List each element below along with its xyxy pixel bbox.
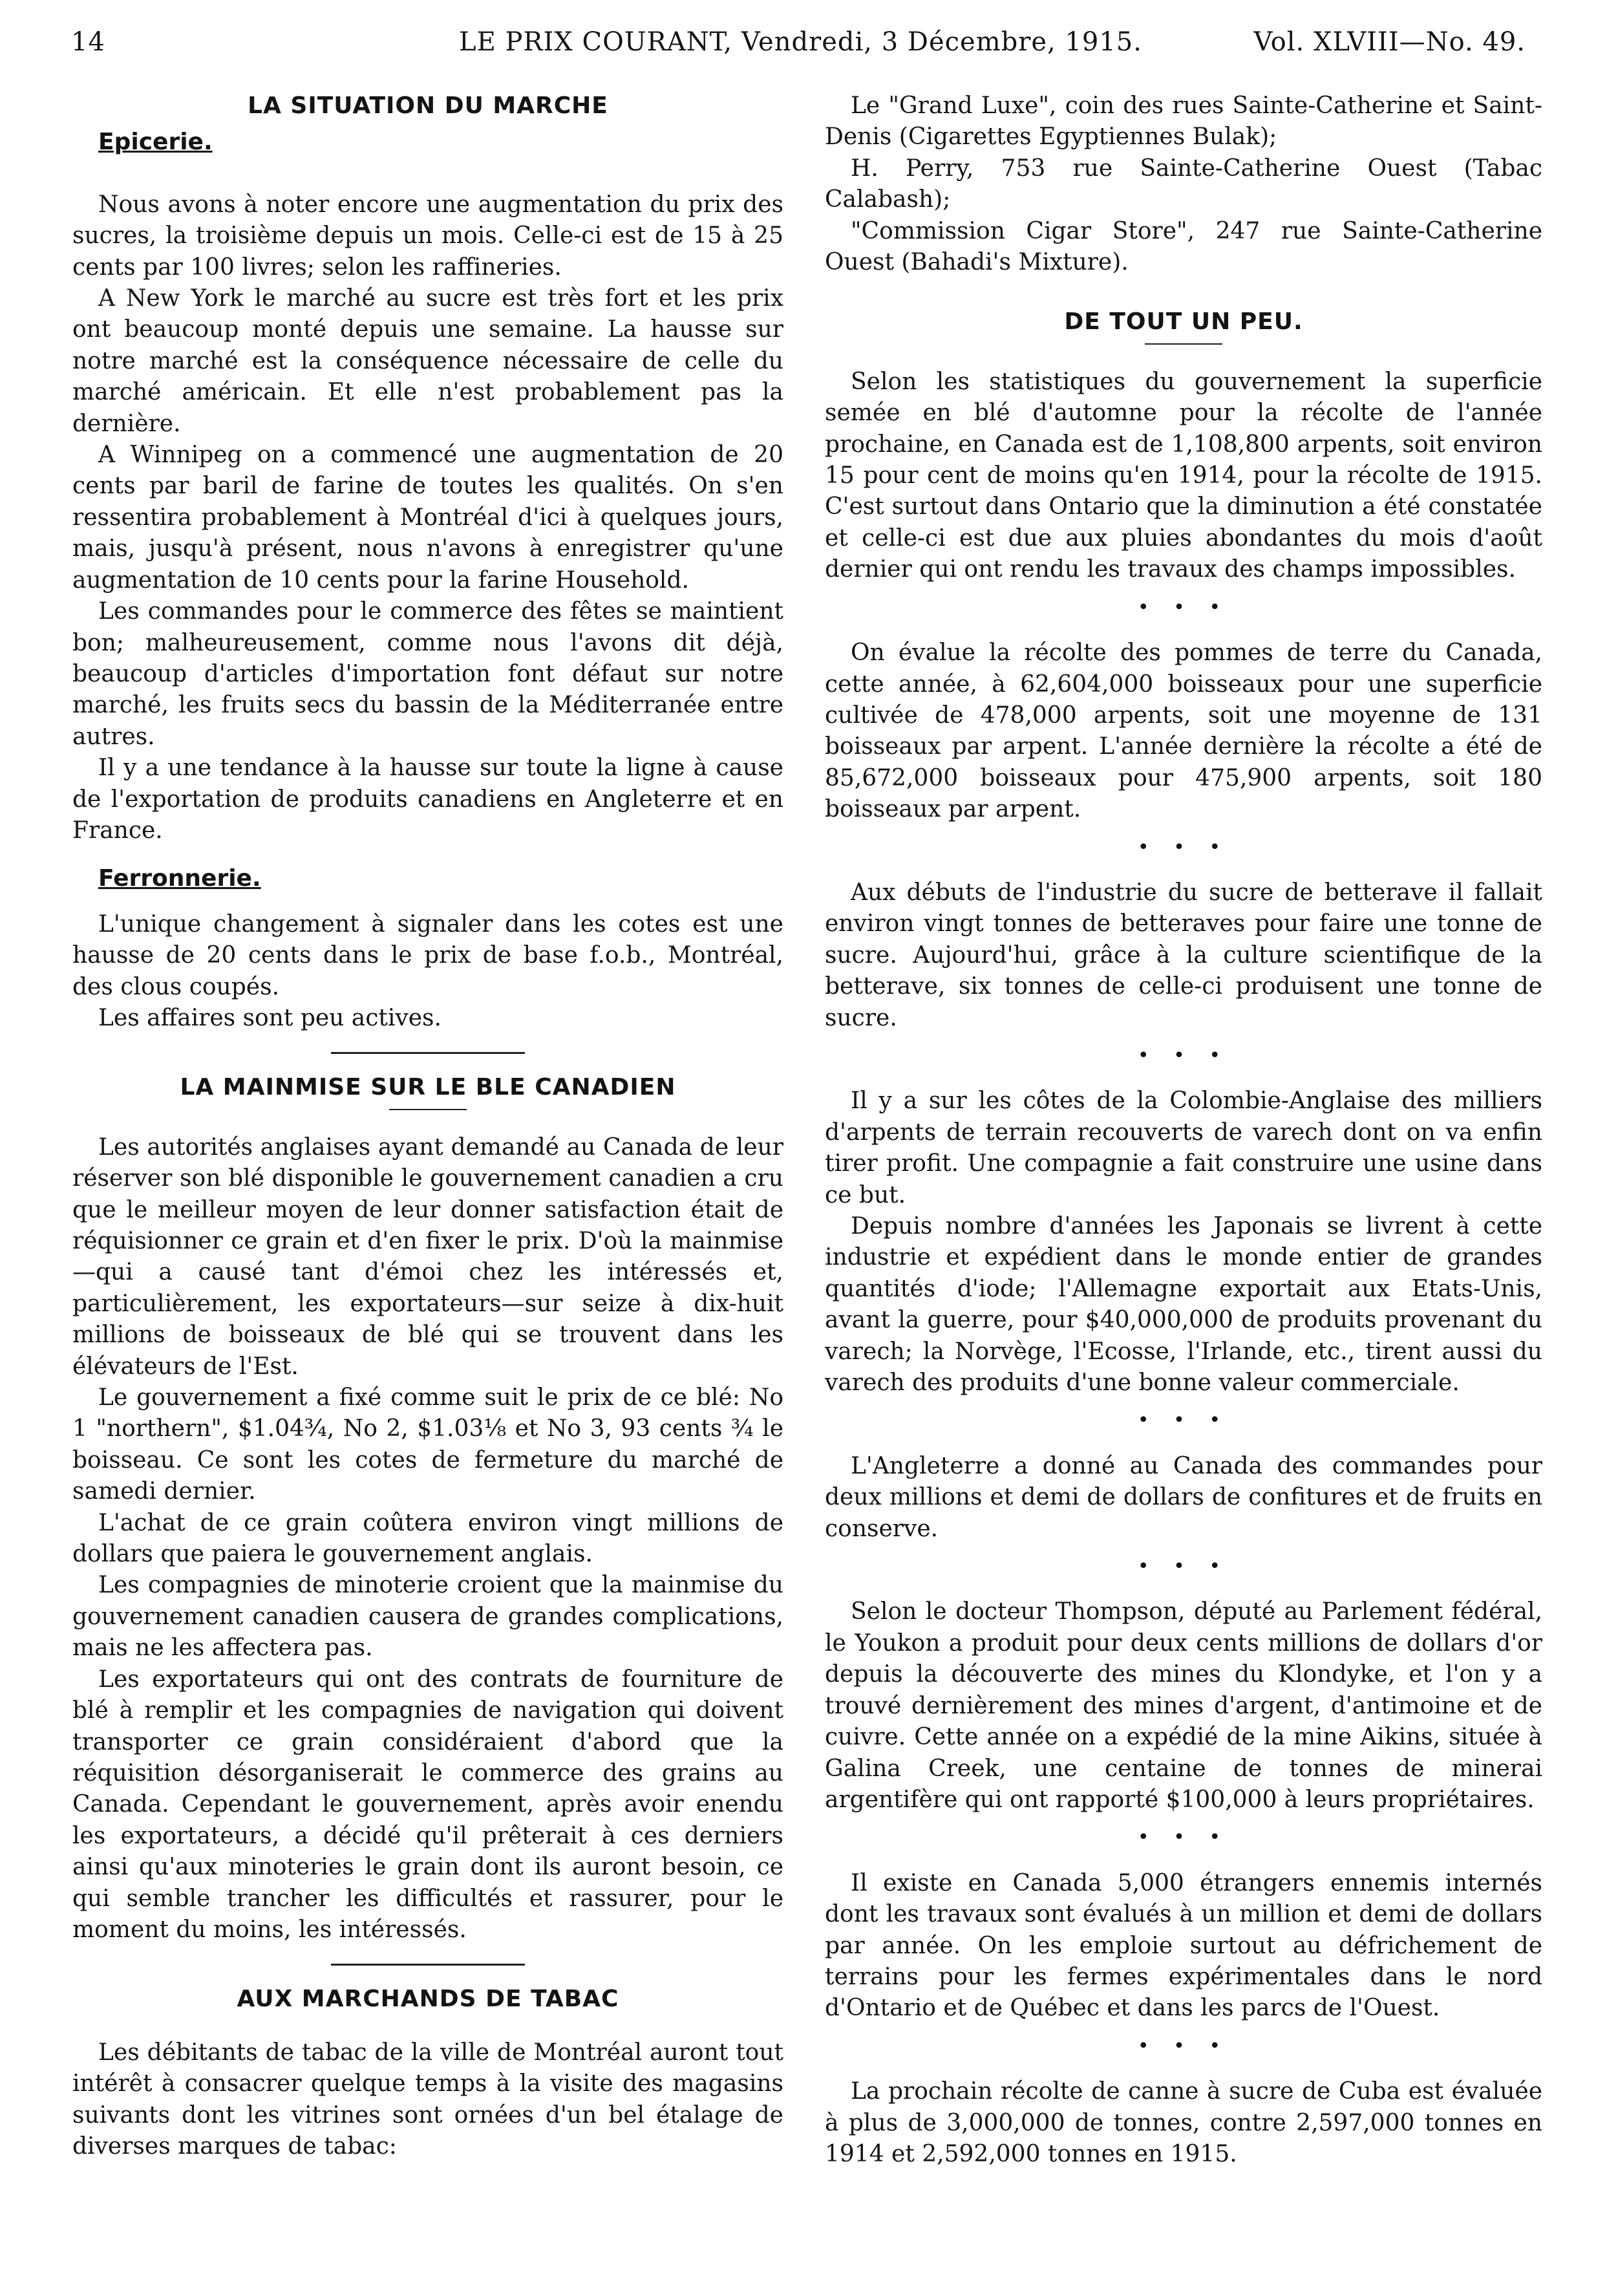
- item-separator: • • •: [1137, 595, 1230, 619]
- paragraph: A Winnipeg on a commencé une augmentation de 20 cents par baril de farine de toutes les qualités. On s'en ressentira probablement à Montréal d'ici à quelques jours, mais, jusqu'à présent, nous n'avons à enregistrer qu'une augmentation de 10 cents pour la farine Household.: [72, 442, 783, 594]
- news-item: La prochain récolte de canne à sucre de Cuba est évaluée à plus de 3,000,000 de tonnes, contre 2,597,000 tonnes en 1914 et 2,592,000 tonnes en 1915.: [825, 2078, 1542, 2167]
- paragraph: Les débitants de tabac de la ville de Montréal auront tout intérêt à consacrer quelque temps à la visite des magasins suivants dont les vitrines sont ornées d'un bel étalage de diverses marques de tabac:: [72, 2039, 783, 2160]
- left-column: [72, 91, 783, 2162]
- news-item: Il y a sur les côtes de la Colombie-Anglaise des milliers d'arpents de terrain recouverts de varech dont on va enfin tirer profit. Une compagnie a fait construire une usine dans ce but.: [825, 1088, 1542, 1208]
- section-divider: [331, 1052, 525, 1054]
- section-divider: [331, 1964, 525, 1966]
- paragraph: Les affaires sont peu actives.: [98, 1004, 442, 1031]
- paragraph: Les commandes pour le commerce des fêtes se maintient bon; malheureusement, comme nous l'avons dit déjà, beaucoup d'articles d'importation font défaut sur notre marché, les fruits secs du bassin de la Méditerranée entre autres.: [72, 598, 783, 750]
- section-title-situation: LA SITUATION DU MARCHE: [248, 92, 608, 119]
- title-underline: [389, 1109, 467, 1110]
- title-underline: [1145, 343, 1222, 345]
- subheading-epicerie: Epicerie.: [98, 129, 213, 156]
- news-item: Selon les statistiques du gouvernement la superficie semée en blé d'automne pour la récolte de l'année prochaine, en Canada est de 1,108,800 arpents, soit environ 15 pour cent de moins qu'en 1914, pour la récolte de 1915. C'est surtout dans Ontario que la diminution a été constatée et celle-ci est due aux pluies abondantes du mois d'août dernier qui ont rendu les travaux des champs impossibles.: [825, 368, 1542, 583]
- page-number: 14: [71, 27, 105, 57]
- item-separator: • • •: [1137, 835, 1230, 859]
- paragraph: Les compagnies de minoterie croient que la mainmise du gouvernement canadien causera de grandes complications, mais ne les affectera pas.: [72, 1572, 783, 1662]
- section-title-tabac: AUX MARCHANDS DE TABAC: [237, 1986, 619, 2013]
- news-item: Il existe en Canada 5,000 étrangers ennemis internés dont les travaux sont évalués à un million et demi de dollars par année. On les emploie surtout au défrichement de terrains pour les fermes expérimentales dans le nord d'Ontario et de Québec et dans les parcs de l'Ouest.: [825, 1869, 1542, 2022]
- right-column: [825, 91, 1542, 2170]
- page-header: [71, 27, 1526, 72]
- news-item: Aux débuts de l'industrie du sucre de betterave il fallait environ vingt tonnes de betteraves pour faire une tonne de sucre. Aujourd'hui, grâce à la culture scientifique de la betterave, six tonnes de celle-ci produisent une tonne de sucre.: [825, 879, 1542, 1031]
- paragraph: Les autorités anglaises ayant demandé au Canada de leur réserver son blé disponible le gouvernement canadien a cru que le meilleur moyen de leur donner satisfaction était de réquisionner ce grain et d'en fixer le prix. D'où la mainmise—qui a causé tant d'émoi chez les intéressés et, particulièrement, les exportateurs—sur seize à dix-huit millions de boisseaux de blé qui se trouvent dans les élévateurs de l'Est.: [72, 1133, 783, 1380]
- paragraph: Le gouvernement a fixé comme suit le prix de ce blé: No 1 "northern", $1.04¾, No 2, $1.03⅛ et No 3, 93 cents ¾ le boisseau. Ce sont les cotes de fermeture du marché de samedi dernier.: [72, 1384, 783, 1505]
- item-separator: • • •: [1137, 1044, 1230, 1067]
- paragraph: A New York le marché au sucre est très fort et les prix ont beaucoup monté depuis une semaine. La hausse sur notre marché est la conséquence nécessaire de celle du marché américain. Et elle n'est probablement pas la dernière.: [72, 285, 783, 437]
- item-separator: • • •: [1137, 1826, 1230, 1849]
- subheading-ferronnerie: Ferronnerie.: [98, 865, 261, 892]
- section-title-mainmise: LA MAINMISE SUR LE BLE CANADIEN: [180, 1074, 676, 1101]
- news-item: Depuis nombre d'années les Japonais se livrent à cette industrie et expédient dans le monde entier de grandes quantités d'iode; l'Allemagne exportait aux Etats-Unis, avant la guerre, pour $40,000,000 de produits provenant du varech; la Norvège, l'Ecosse, l'Irlande, etc., tirent aussi du varech des produits d'une bonne valeur commerciale.: [825, 1213, 1542, 1397]
- news-item: L'Angleterre a donné au Canada des commandes pour deux millions et demi de dollars de confitures et de fruits en conserve.: [825, 1452, 1542, 1542]
- paragraph: Il y a une tendance à la hausse sur toute la ligne à cause de l'exportation de produits canadiens en Angleterre et en France.: [72, 755, 783, 844]
- section-title-tout-un-peu: DE TOUT UN PEU.: [1064, 308, 1303, 336]
- news-item: Selon le docteur Thompson, député au Parlement fédéral, le Youkon a produit pour deux cents millions de dollars d'or depuis la découverte des mines du Klondyke, et l'on y a trouvé dernièrement des mines d'argent, d'antimoine et de cuivre. Cette année on a expédié de la mine Aikins, située à Galina Creek, une centaine de tonnes de minerai argentifère qui ont rapporté $100,000 à leurs propriétaires.: [825, 1598, 1542, 1813]
- paragraph: H. Perry, 753 rue Sainte-Catherine Ouest (Tabac Calabash);: [825, 155, 1542, 213]
- news-item: On évalue la récolte des pommes de terre du Canada, cette année, à 62,604,000 boisseaux pour une superficie cultivée de 478,000 arpents, soit une moyenne de 131 boisseaux par arpent. L'année dernière la récolte a été de 85,672,000 boisseaux pour 475,900 arpents, soit 180 boisseaux par arpent.: [825, 639, 1542, 823]
- paragraph: Nous avons à noter encore une augmentation du prix des sucres, la troisième depuis un mois. Celle-ci est de 15 à 25 cents par 100 livres; selon les raffineries.: [72, 191, 783, 281]
- paragraph: L'achat de ce grain coûtera environ vingt millions de dollars que paiera le gouvernement anglais.: [72, 1509, 783, 1568]
- publication-title: LE PRIX COURANT, Vendredi, 3 Décembre, 1915.: [459, 27, 1142, 57]
- item-separator: • • •: [1137, 1555, 1230, 1578]
- item-separator: • • •: [1137, 2034, 1230, 2057]
- paragraph: "Commission Cigar Store", 247 rue Sainte-Catherine Ouest (Bahadi's Mixture).: [825, 217, 1542, 276]
- paragraph: Le "Grand Luxe", coin des rues Sainte-Catherine et Saint-Denis (Cigarettes Egyptiennes Bulak);: [825, 92, 1542, 151]
- volume-number: Vol. XLVIII—No. 49.: [1253, 27, 1526, 57]
- item-separator: • • •: [1137, 1409, 1230, 1432]
- paragraph: L'unique changement à signaler dans les cotes est une hausse de 20 cents dans le prix de base f.o.b., Montréal, des clous coupés.: [72, 910, 783, 1000]
- paragraph: Les exportateurs qui ont des contrats de fourniture de blé à remplir et les compagnies de navigation qui doivent transporter ce grain considéraient d'abord que la réquisition désorganiserait le commerce des grains au Canada. Cependant le gouvernement, après avoir enendu les exportateurs, a décidé qu'il prêterait à ces derniers ainsi qu'aux minoteries le grain dont ils auront besoin, ce qui semble trancher les difficultés et rassurer, pour le moment du moins, les intéressés.: [72, 1666, 783, 1943]
